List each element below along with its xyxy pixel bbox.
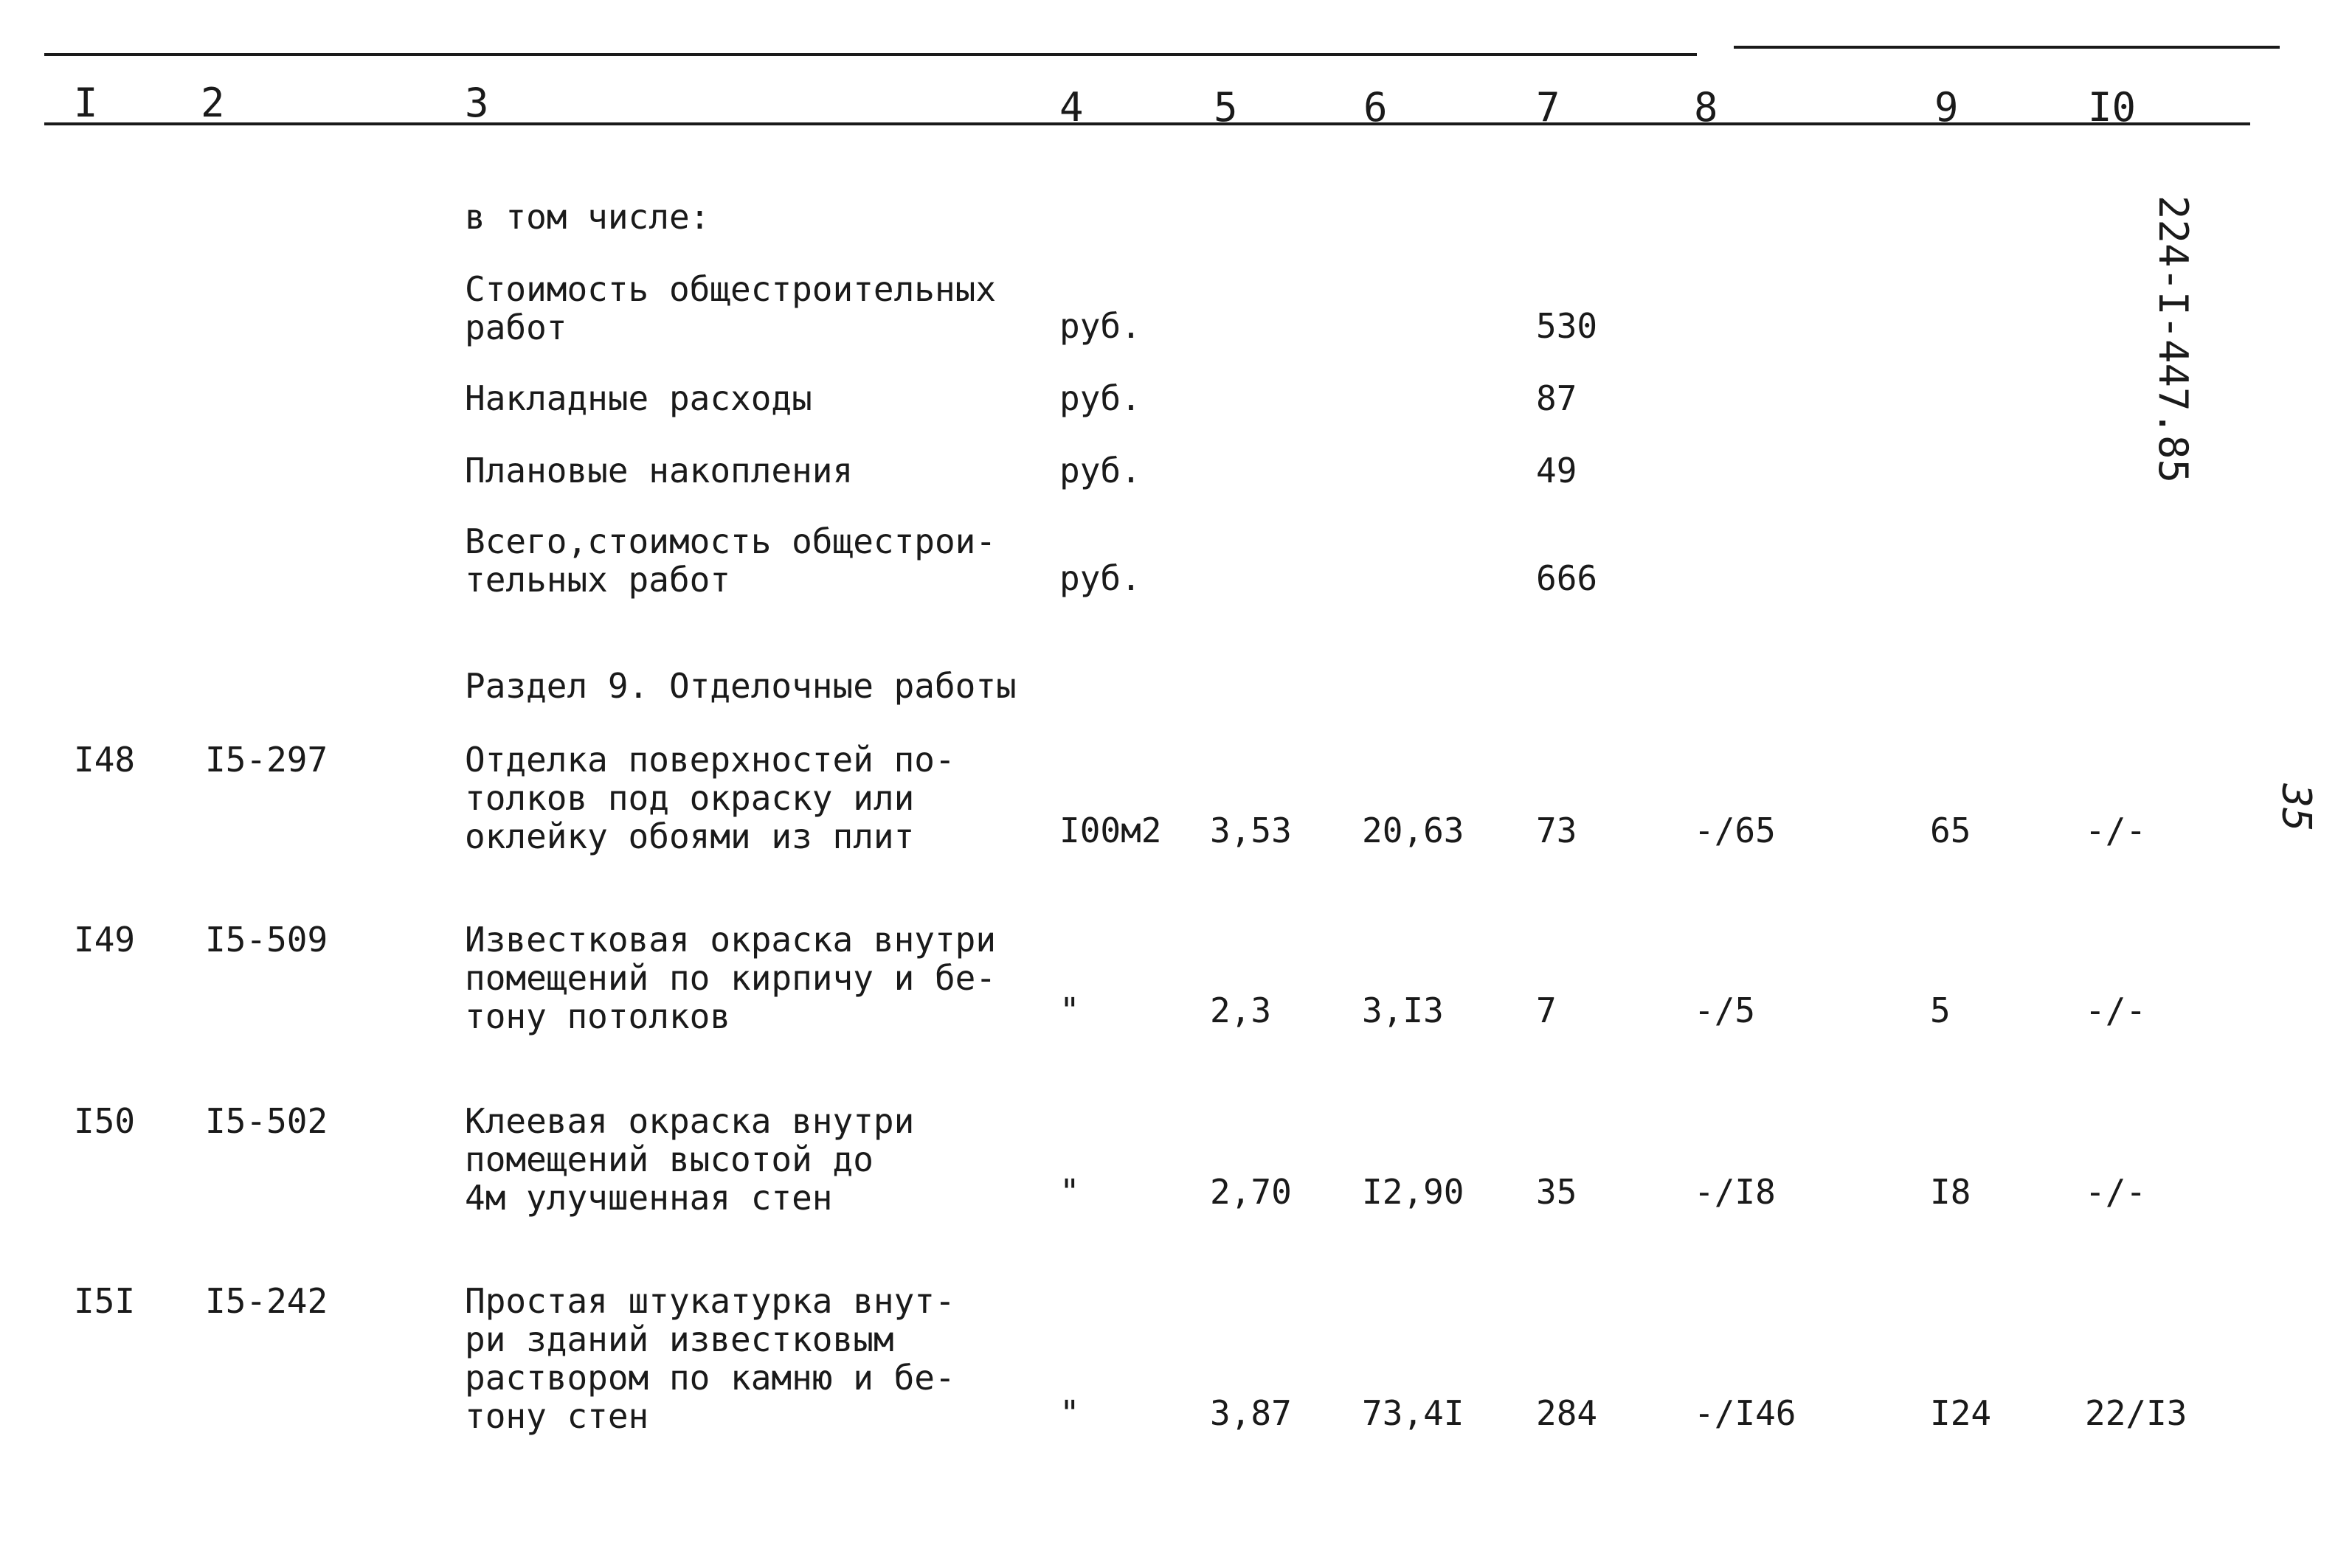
summary-row-text: Всего,стоимость общестрои- тельных работ [465,521,997,600]
section-title: Раздел 9. Отделочные работы [465,666,1017,706]
item-code: I5-297 [205,740,328,780]
item-unit: " [1059,991,1080,1030]
summary-row-value: 49 [1536,451,1577,490]
item-col6: 3,I3 [1362,991,1444,1030]
summary-row-value: 666 [1536,558,1598,598]
summary-row-unit: руб. [1059,306,1141,346]
item-col10: 22/I3 [2085,1393,2187,1433]
header-underline [44,122,2250,125]
item-col10: -/- [2085,811,2147,850]
item-col9: I8 [1930,1172,1971,1212]
item-col10: -/- [2085,1172,2147,1212]
col-3-header: 3 [465,80,489,126]
item-col5: 2,70 [1210,1172,1292,1212]
item-col7: 73 [1536,811,1577,850]
item-col6: 20,63 [1362,811,1464,850]
item-unit: " [1059,1172,1080,1212]
item-col7: 284 [1536,1393,1598,1433]
item-number: I49 [74,920,136,960]
col-7-header: 7 [1536,84,1560,131]
summary-row-value: 530 [1536,306,1598,346]
col-5-header: 5 [1214,84,1238,131]
summary-row-text: Накладные расходы [465,378,812,418]
summary-row-unit: руб. [1059,558,1141,598]
item-code: I5-502 [205,1101,328,1141]
item-col9: 65 [1930,811,1971,850]
item-col5: 3,87 [1210,1393,1292,1433]
item-col5: 3,53 [1210,811,1292,850]
item-description: Клеевая окраска внутри помещений высотой до 4м улучшенная стен [465,1101,915,1218]
col-6-header: 6 [1363,84,1388,131]
top-rule-left [44,53,1697,56]
summary-row-unit: руб. [1059,451,1141,490]
item-number: I48 [74,740,136,780]
item-col7: 35 [1536,1172,1577,1212]
col-1-header: I [74,80,98,126]
summary-row-value: 87 [1536,378,1577,418]
summary-row-text: Стоимость общестроительных работ [465,269,997,347]
item-number: I5I [74,1281,136,1321]
top-rule-right [1734,46,2280,49]
col-8-header: 8 [1694,84,1718,131]
item-col9: 5 [1930,991,1951,1030]
item-description: Отделка поверхностей по- толков под окраску или оклейку обоями из плит [465,740,955,856]
item-col8: -/5 [1694,991,1756,1030]
side-document-code: 224-I-447.85 [2150,195,2197,484]
col-10-header: I0 [2088,84,2137,131]
col-4-header: 4 [1059,84,1084,131]
item-col6: I2,90 [1362,1172,1464,1212]
item-col7: 7 [1536,991,1557,1030]
item-description: Известковая окраска внутри помещений по кирпичу и бе- тону потолков [465,920,997,1036]
item-col10: -/- [2085,991,2147,1030]
page-mark: 35 [2273,783,2320,832]
summary-intro: в том числе: [465,197,710,237]
item-col9: I24 [1930,1393,1992,1433]
col-2-header: 2 [201,80,225,126]
item-unit: " [1059,1393,1080,1433]
item-col5: 2,3 [1210,991,1272,1030]
item-col8: -/I8 [1694,1172,1776,1212]
col-9-header: 9 [1934,84,1959,131]
item-col8: -/65 [1694,811,1776,850]
summary-row-unit: руб. [1059,378,1141,418]
item-unit: I00м2 [1059,811,1162,850]
item-col6: 73,4I [1362,1393,1464,1433]
item-col8: -/I46 [1694,1393,1796,1433]
item-code: I5-509 [205,920,328,960]
item-code: I5-242 [205,1281,328,1321]
item-description: Простая штукатурка внут- ри зданий известковым раствором по камню и бе- тону стен [465,1281,955,1436]
item-number: I50 [74,1101,136,1141]
summary-row-text: Плановые накопления [465,451,854,490]
